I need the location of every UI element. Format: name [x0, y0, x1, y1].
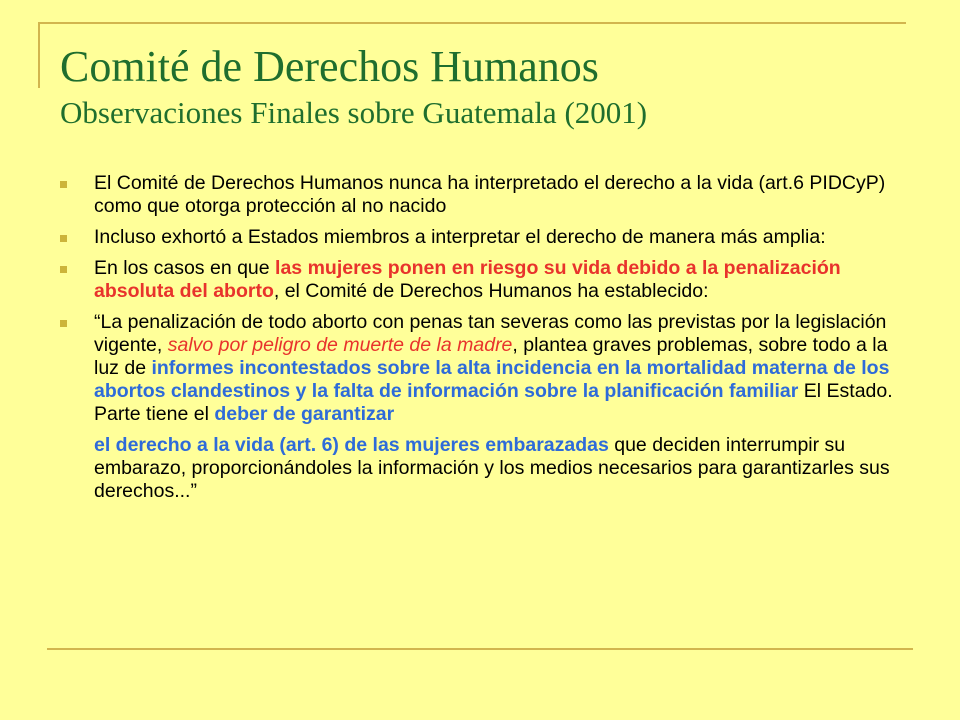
line-gap	[94, 426, 910, 434]
emphasis-blue-text: informes incontestados sobre la alta incidencia en la mortalidad materna de los abortos clandestinos y la falta de información sobre la planificación familiar	[94, 357, 890, 402]
emphasis-blue-text: el derecho a la vida (art. 6) de las mujeres embarazadas	[94, 434, 609, 456]
left-rule	[38, 22, 40, 88]
quote-text: que deciden interrumpir su embarazo, proporcionándoles la información y los medios necesarios para garantizarles sus derechos...”	[94, 434, 890, 502]
bullet-item	[60, 226, 910, 249]
title-main: Comité de Derechos Humanos	[60, 42, 599, 91]
title-subtitle: Observaciones Finales sobre Guatemala (2001)	[60, 94, 648, 130]
slide-title	[60, 42, 647, 130]
emphasis-red-text: las mujeres ponen en riesgo su vida debido a la penalización absoluta del aborto	[94, 257, 841, 302]
bullet-text: En los casos en que	[94, 257, 276, 279]
bullet-item	[60, 257, 910, 303]
top-rule	[40, 22, 906, 24]
quote-text: , plantea graves problemas, sobre todo a la luz de	[94, 334, 888, 379]
bullet-text: Incluso exhortó a Estados miembros a interpretar el derecho de manera más amplia:	[94, 226, 826, 248]
square-bullet-icon	[60, 181, 67, 188]
bullet-text: , el Comité de Derechos Humanos ha establecido:	[273, 280, 709, 302]
quote-text: El Estado. Parte tiene el	[94, 380, 893, 425]
emphasis-red-italic-text: salvo por peligro de muerte de la madre	[167, 334, 513, 356]
bullet-item	[60, 172, 910, 218]
square-bullet-icon	[60, 266, 67, 273]
square-bullet-icon	[60, 235, 67, 242]
quote-text: “La penalización de todo aborto con penas tan severas como las previstas por la legislación vigente,	[94, 311, 887, 356]
bullet-list	[60, 172, 910, 511]
bottom-rule	[47, 648, 913, 650]
bullet-item-quote	[60, 311, 910, 503]
bullet-text: El Comité de Derechos Humanos nunca ha interpretado el derecho a la vida (art.6 PIDCyP) como que otorga protección al no nacido	[94, 172, 886, 217]
square-bullet-icon	[60, 320, 67, 327]
emphasis-blue-text: deber de garantizar	[214, 403, 395, 425]
